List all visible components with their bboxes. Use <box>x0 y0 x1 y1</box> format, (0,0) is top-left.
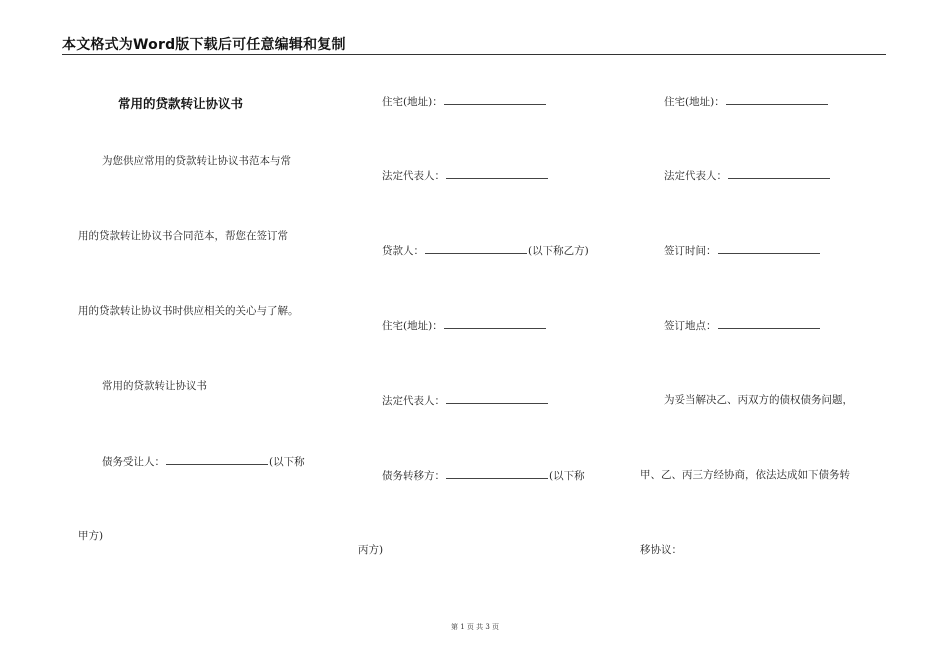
header-text: 本文格式为Word版下载后可任意编辑和复制 <box>62 37 346 53</box>
legal-rep-line-1 <box>382 168 549 183</box>
lender-suffix: (以下称乙方) <box>528 245 589 257</box>
document-header <box>62 33 886 55</box>
party-a-text: 甲方) <box>78 530 104 542</box>
page-number: 第 1 页 共 3 页 <box>450 623 500 631</box>
lender-line <box>382 243 589 258</box>
sign-time-blank <box>718 243 820 254</box>
legal-rep-label-2: 法定代表人： <box>382 395 445 407</box>
sign-time-label: 签订时间： <box>664 245 717 257</box>
lender-blank <box>425 243 527 254</box>
party-c-text: 丙方) <box>358 544 384 556</box>
address-label-3: 住宅(地址)： <box>664 96 725 108</box>
address-line-3 <box>664 94 829 109</box>
agreement-heading: 常用的贷款转让协议书 <box>102 380 207 392</box>
intro-line-1: 为您供应常用的贷款转让协议书范本与常 <box>102 155 291 167</box>
address-label-1: 住宅(地址)： <box>382 96 443 108</box>
legal-rep-line-3 <box>664 168 831 183</box>
purpose-line-3: 移协议： <box>640 544 682 556</box>
assignee-line <box>102 454 305 469</box>
intro-line-2: 用的贷款转让协议书合同范本，帮您在签订常 <box>78 230 288 242</box>
sign-place-blank <box>718 318 820 329</box>
legal-rep-blank-2 <box>446 393 548 404</box>
address-line-2 <box>382 318 547 333</box>
purpose-line-1: 为妥当解决乙、丙双方的债权债务问题， <box>664 394 853 406</box>
assignee-blank <box>166 454 268 465</box>
transferor-blank <box>446 468 548 479</box>
address-blank-2 <box>444 318 546 329</box>
legal-rep-label-3: 法定代表人： <box>664 170 727 182</box>
transferor-label: 债务转移方： <box>382 470 445 482</box>
sign-place-label: 签订地点： <box>664 320 717 332</box>
address-label-2: 住宅(地址)： <box>382 320 443 332</box>
address-blank-1 <box>444 94 546 105</box>
assignee-suffix: (以下称 <box>269 456 305 468</box>
sign-time-line <box>664 243 821 258</box>
legal-rep-blank-3 <box>728 168 830 179</box>
document-title: 常用的贷款转让协议书 <box>118 96 244 111</box>
legal-rep-label-1: 法定代表人： <box>382 170 445 182</box>
address-blank-3 <box>726 94 828 105</box>
purpose-line-2: 甲、乙、丙三方经协商，依法达成如下债务转 <box>640 469 850 481</box>
transferor-line <box>382 468 585 483</box>
address-line-1 <box>382 94 547 109</box>
intro-line-3: 用的贷款转让协议书时供应相关的关心与了解。 <box>78 305 299 317</box>
transferor-suffix: (以下称 <box>549 470 585 482</box>
lender-label: 贷款人： <box>382 245 424 257</box>
legal-rep-line-2 <box>382 393 549 408</box>
assignee-label: 债务受让人： <box>102 456 165 468</box>
sign-place-line <box>664 318 821 333</box>
legal-rep-blank-1 <box>446 168 548 179</box>
